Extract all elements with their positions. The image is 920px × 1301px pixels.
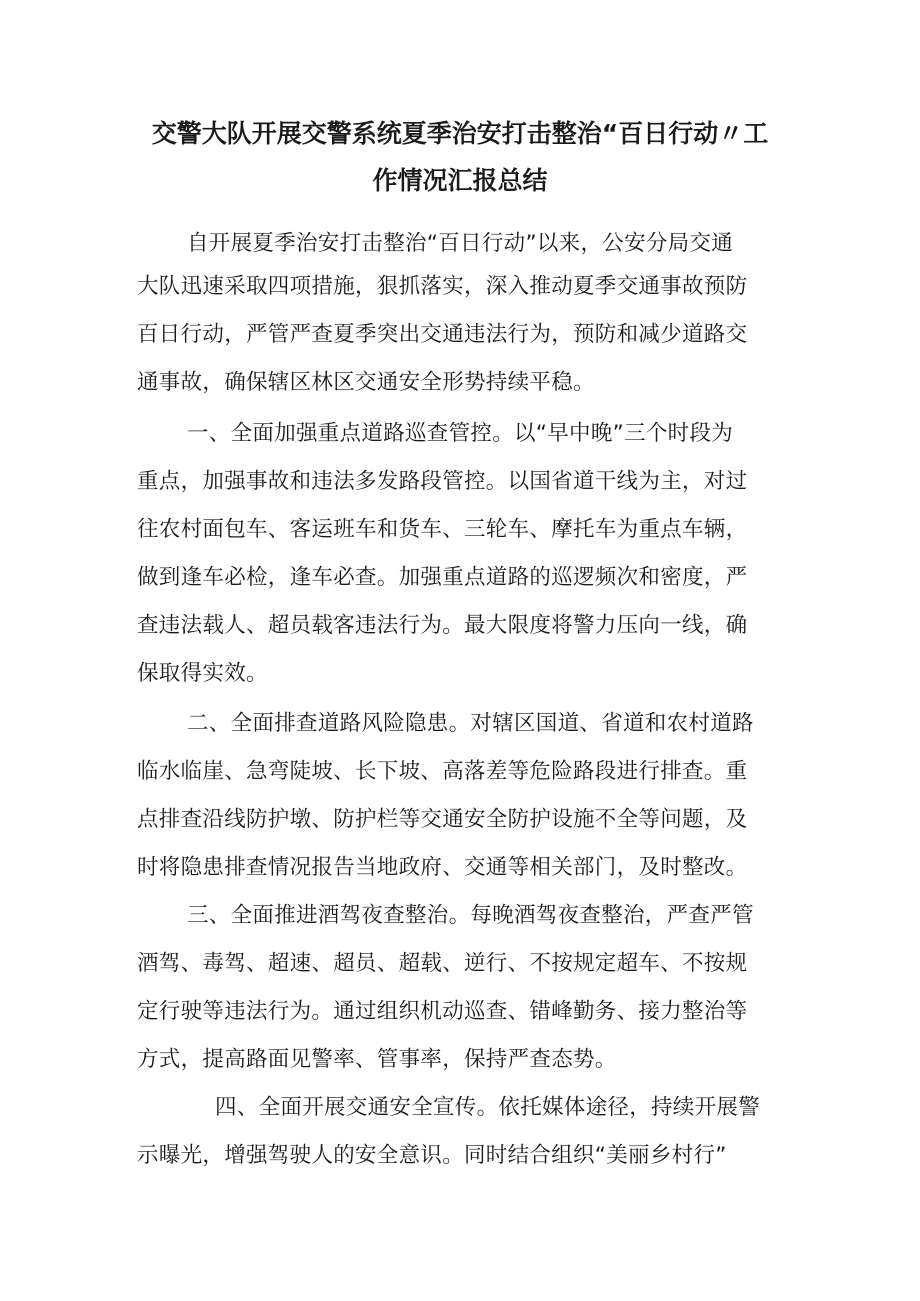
section-1-line-2: 重点，加强事故和违法多发路段管控。以国省道干线为主，对过 [137,469,748,494]
section-3-line-1: 三、全面推进酒驾夜查整治。每晚酒驾夜查整治，严查严管 [187,903,754,928]
section-2-line-1: 二、全面排查道路风险隐患。对辖区国道、省道和农村道路 [187,711,754,736]
paragraph-intro-line-2: 大队迅速采取四项措施，狠抓落实，深入推动夏季交通事故预防 [137,274,748,299]
section-1-line-1: 一、全面加强重点道路巡查管控。以“早中晚”三个时段为 [187,421,734,446]
section-3-line-2: 酒驾、毒驾、超速、超员、超载、逆行、不按规定超车、不按规 [137,951,748,976]
section-4-line-1: 四、全面开展交通安全宣传。依托媒体途径，持续开展警 [215,1095,761,1120]
document-title-line-1: 交警大队开展交警系统夏季治安打击整治“百日行动〃工 [151,119,769,148]
section-1-line-5: 查违法载人、超员载客违法行为。最大限度将警力压向一线，确 [137,613,748,638]
paragraph-intro-line-1: 自开展夏季治安打击整治“百日行动”以来，公安分局交通 [187,231,734,256]
section-2-line-3: 点排查沿线防护墩、防护栏等交通安全防护设施不全等问题，及 [137,807,748,832]
document-title-line-2: 作情况汇报总结 [372,166,548,195]
paragraph-intro-line-3: 百日行动，严管严查夏季突出交通违法行为，预防和减少道路交 [137,322,748,347]
section-3-line-4: 方式，提高路面见警率、管事率，保持严查态势。 [137,1047,617,1072]
section-1-line-4: 做到逢车必检，逢车必查。加强重点道路的巡逻频次和密度，严 [137,565,748,590]
section-2-line-2: 临水临崖、急弯陡坡、长下坡、高落差等危险路段进行排查。重 [137,759,748,784]
section-4-line-2: 示曝光，增强驾驶人的安全意识。同时结合组织“美丽乡村行” [137,1143,727,1168]
section-2-line-4: 时将隐患排查情况报告当地政府、交通等相关部门，及时整改。 [137,855,748,880]
paragraph-intro-line-4: 通事故，确保辖区林区交通安全形势持续平稳。 [137,370,595,395]
section-1-line-3: 往农村面包车、客运班车和货车、三轮车、摩托车为重点车辆， [137,517,748,542]
section-3-line-3: 定行驶等违法行为。通过组织机动巡查、错峰勤务、接力整治等 [137,999,748,1024]
section-1-line-6: 保取得实效。 [137,661,268,686]
